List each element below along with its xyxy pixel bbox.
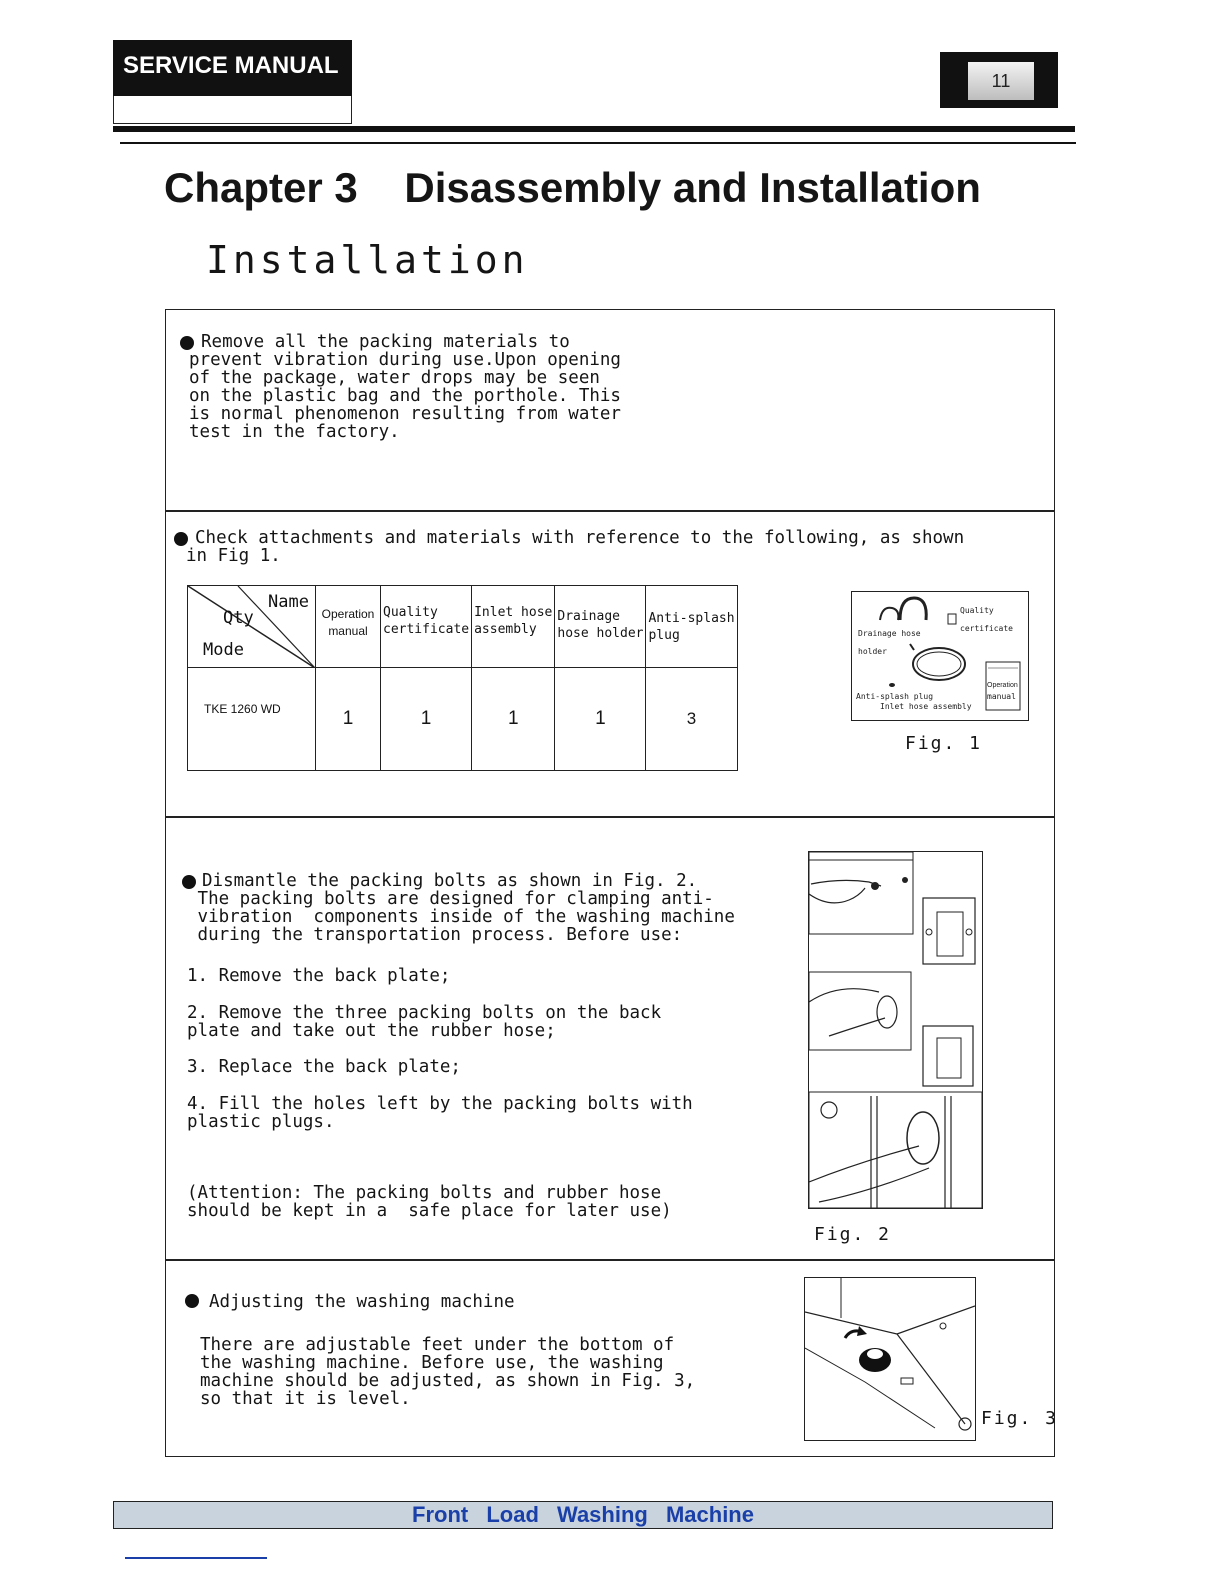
attachments-table bbox=[187, 585, 738, 771]
operation-label: Operation bbox=[987, 682, 1018, 689]
figure-1-attachments bbox=[851, 591, 1029, 721]
section-divider bbox=[165, 816, 1055, 818]
quantity-cell: 1 bbox=[381, 668, 472, 771]
page-number: 11 bbox=[968, 62, 1034, 100]
figure-3-caption: Fig. 3 bbox=[981, 1408, 1059, 1429]
attachments-paragraph: Check attachments and materials with reference to the following, as shown in Fig 1. bbox=[186, 528, 965, 566]
anti-splash-label: Anti-splash plug bbox=[856, 692, 934, 701]
column-header: Anti-splash plug bbox=[646, 586, 737, 668]
manual-title: SERVICE MANUAL bbox=[123, 52, 339, 79]
inlet-hose-label: Inlet hose assembly bbox=[880, 702, 972, 711]
corner-name-label: Name bbox=[268, 592, 309, 612]
chapter-title: Chapter 3 Disassembly and Installation bbox=[164, 164, 981, 211]
header-rule-thick bbox=[113, 126, 1075, 132]
quantity-cell: 1 bbox=[472, 668, 555, 771]
adjust-paragraph: There are adjustable feet under the bottom of the washing machine. Before use, the washing machine should be adjusted, as shown in Fig. 3, so that it is level. bbox=[200, 1335, 696, 1409]
bolts-intro-paragraph: Dismantle the packing bolts as shown in Fig. 2. The packing bolts are designed for clamping anti- vibration components inside of the washing machine during the transportation process. Before use: bbox=[197, 871, 735, 945]
adjustable-feet-illustration bbox=[805, 1278, 975, 1440]
packing-paragraph: Remove all the packing materials to prevent vibration during use.Upon opening of the package, water drops may be seen on the plastic bag and the porthole. This is normal phenomenon resulting from water test in the factory. bbox=[189, 332, 621, 442]
corner-qty-label: Qty bbox=[223, 608, 254, 628]
footer-bar bbox=[113, 1501, 1053, 1529]
column-header: Inlet hose assembly bbox=[472, 586, 555, 668]
quality-label: Quality bbox=[960, 606, 994, 615]
bullet-icon bbox=[185, 1294, 199, 1308]
figure-2-packing-bolts bbox=[808, 851, 983, 1209]
manual-label: manual bbox=[987, 692, 1016, 701]
footer-title: Front Load Washing Machine bbox=[412, 1502, 754, 1527]
bolts-step: 4. Fill the holes left by the packing bolts with plastic plugs. bbox=[187, 1094, 693, 1132]
footer-underline bbox=[125, 1557, 267, 1559]
figure-3-adjustable-feet bbox=[804, 1277, 976, 1441]
quantity-cell: 3 bbox=[646, 668, 737, 771]
column-header: Drainage hose holder bbox=[555, 586, 646, 668]
table-corner-cell bbox=[188, 586, 316, 668]
bolts-step: 1. Remove the back plate; bbox=[187, 966, 451, 986]
section-title: Installation bbox=[206, 238, 529, 282]
model-cell: TKE 1260 WD bbox=[188, 668, 316, 771]
attention-note: (Attention: The packing bolts and rubber hose should be kept in a safe place for later use) bbox=[187, 1183, 672, 1221]
header-rule-thin bbox=[120, 142, 1076, 144]
corner-mode-label: Mode bbox=[203, 640, 244, 660]
drainage-hose-label: Drainage hose bbox=[858, 629, 921, 638]
figure-1-caption: Fig. 1 bbox=[905, 733, 983, 754]
packing-bolts-illustration bbox=[809, 852, 982, 1208]
column-header: Operation manual bbox=[316, 586, 381, 668]
holder-label: holder bbox=[858, 647, 887, 656]
figure-2-caption: Fig. 2 bbox=[814, 1224, 892, 1245]
bolts-step: 2. Remove the three packing bolts on the back plate and take out the rubber hose; bbox=[187, 1003, 662, 1041]
certificate-label: certificate bbox=[960, 624, 1013, 633]
quantity-cell: 1 bbox=[316, 668, 381, 771]
column-header: Quality certificate bbox=[381, 586, 472, 668]
quantity-cell: 1 bbox=[555, 668, 646, 771]
section-divider bbox=[165, 510, 1055, 512]
adjust-heading: Adjusting the washing machine bbox=[209, 1292, 515, 1312]
bolts-step: 3. Replace the back plate; bbox=[187, 1057, 461, 1077]
section-divider bbox=[165, 1259, 1055, 1261]
